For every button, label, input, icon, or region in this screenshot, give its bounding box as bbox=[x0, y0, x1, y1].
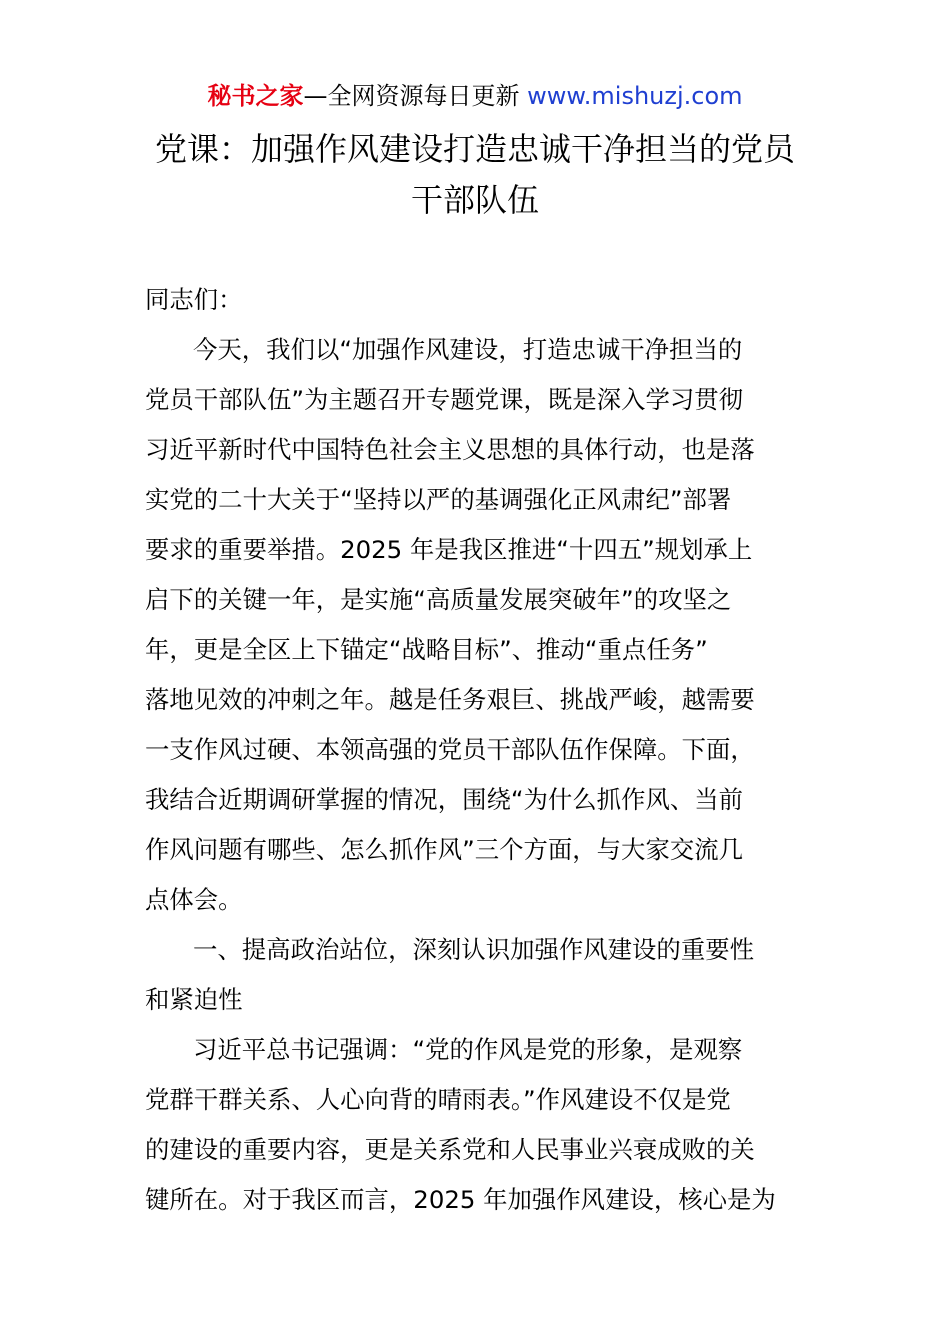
body-line: 作风问题有哪些、怎么抓作风”三个方面，与大家交流几 bbox=[145, 835, 744, 864]
body-line: 启下的关键一年，是实施“高质量发展突破年”的攻坚之 bbox=[145, 585, 732, 614]
document-body bbox=[145, 275, 809, 1225]
body-line: 键所在。对于我区而言，2025 年加强作风建设，核心是为 bbox=[145, 1185, 776, 1214]
document-title bbox=[140, 124, 810, 226]
site-url-link[interactable]: www.mishuzj.com bbox=[527, 82, 743, 110]
title-line-2: 干部队伍 bbox=[410, 181, 539, 219]
body-line: 习近平新时代中国特色社会主义思想的具体行动，也是落 bbox=[145, 435, 755, 464]
body-line: 要求的重要举措。2025 年是我区推进“十四五”规划承上 bbox=[145, 535, 753, 564]
body-line: 我结合近期调研掌握的情况，围绕“为什么抓作风、当前 bbox=[145, 785, 744, 814]
body-line: 党员干部队伍”为主题召开专题党课，既是深入学习贯彻 bbox=[145, 385, 744, 414]
body-line: 年，更是全区上下锚定“战略目标”、推动“重点任务” bbox=[145, 635, 708, 664]
body-line: 习近平总书记强调：“党的作风是党的形象，是观察 bbox=[193, 1035, 743, 1064]
site-brand: 秘书之家 bbox=[207, 82, 304, 110]
section-heading-continued: 和紧迫性 bbox=[145, 985, 243, 1014]
body-line: 实党的二十大关于“坚持以严的基调强化正风肃纪”部署 bbox=[145, 485, 732, 514]
title-line-1: 党课：加强作风建设打造忠诚干净担当的党员 bbox=[154, 130, 795, 168]
site-tagline: —全网资源每日更新 bbox=[303, 82, 520, 110]
body-line: 党群干群关系、人心向背的晴雨表。”作风建设不仅是党 bbox=[145, 1085, 731, 1114]
body-line: 点体会。 bbox=[145, 885, 243, 914]
body-line: 落地见效的冲刺之年。越是任务艰巨、挑战严峻，越需要 bbox=[145, 685, 755, 714]
section-heading: 一、提高政治站位，深刻认识加强作风建设的重要性 bbox=[193, 935, 754, 964]
body-line: 一支作风过硬、本领高强的党员干部队伍作保障。下面， bbox=[145, 735, 755, 764]
body-line: 今天，我们以“加强作风建设，打造忠诚干净担当的 bbox=[193, 335, 743, 364]
salutation: 同志们： bbox=[145, 285, 243, 314]
body-line: 的建设的重要内容，更是关系党和人民事业兴衰成败的关 bbox=[145, 1135, 755, 1164]
site-header bbox=[0, 78, 950, 114]
